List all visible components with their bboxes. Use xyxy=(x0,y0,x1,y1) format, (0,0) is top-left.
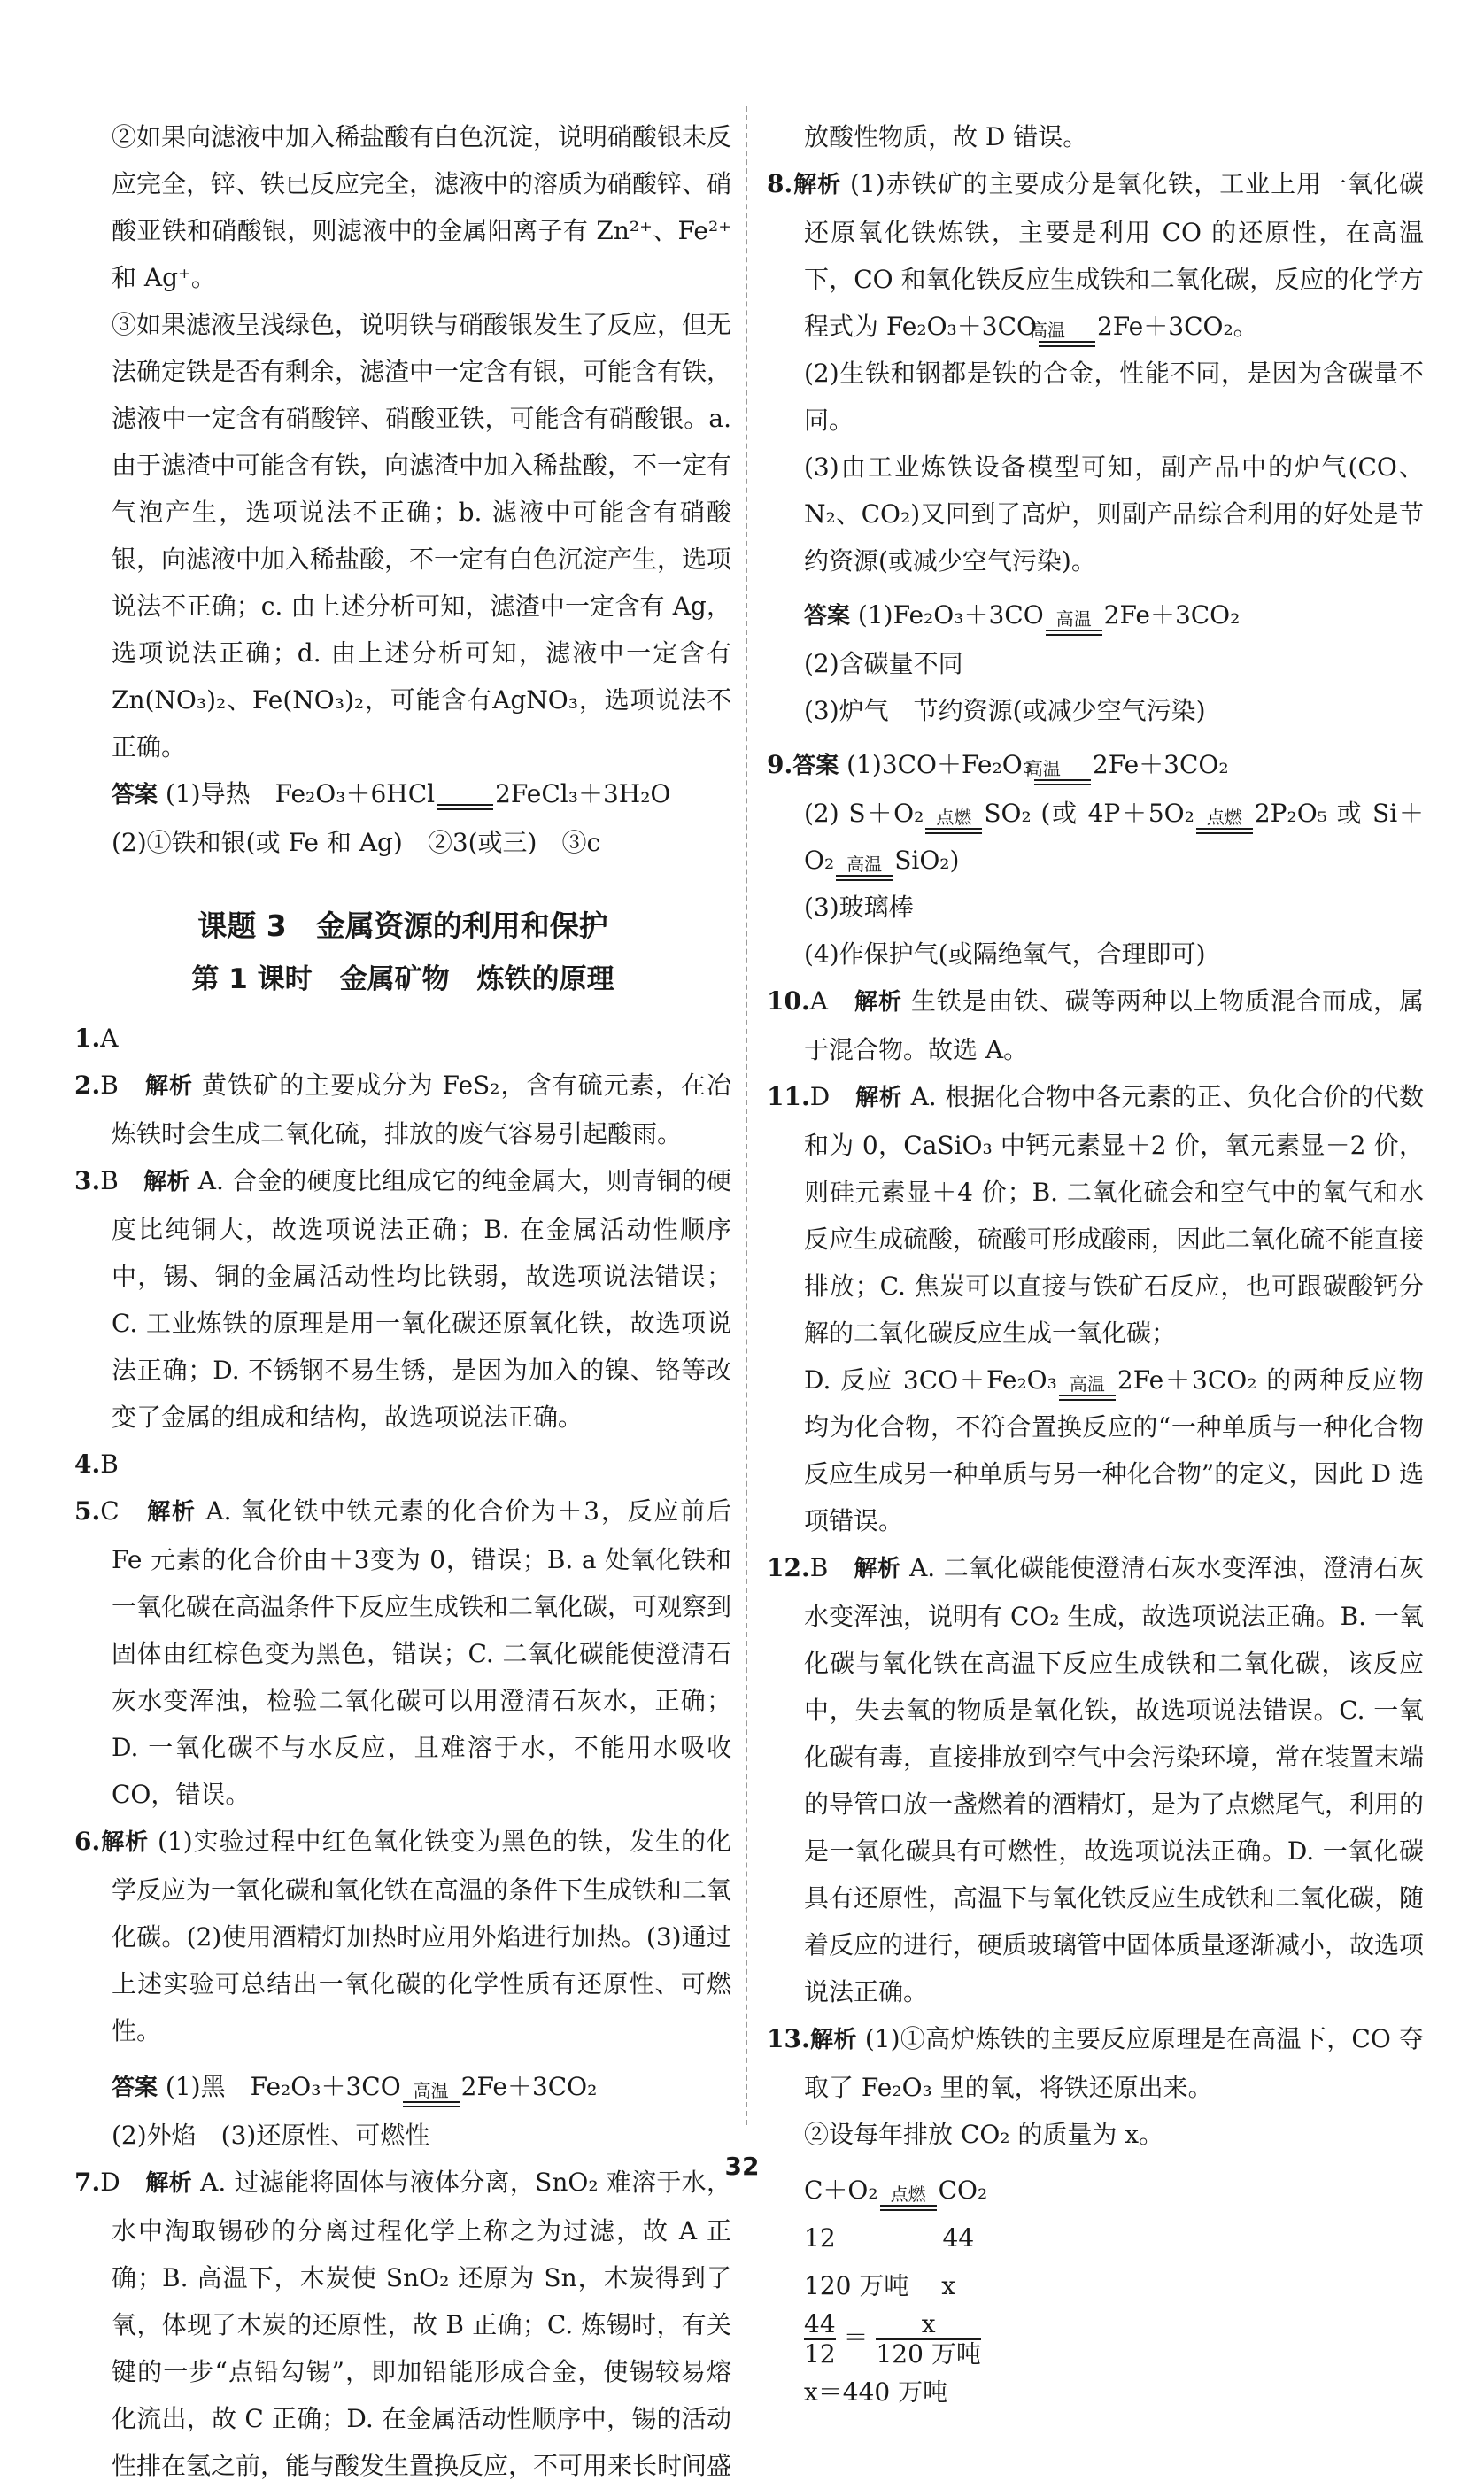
reaction-arrow: 高温 xyxy=(1046,608,1102,636)
question-12: 12.B 解析 A. 二氧化碳能使澄清石灰水变浑浊，澄清石灰水变浑浊，说明有 CO₂ 生成，故选项说法正确。B. 一氧化碳与氧化铁在高温下反应生成铁和二氧化碳，该反应中，失去氧的物质是氧化铁，故选项说法错误。C. 一氧化碳有毒，直接排放到空气中会污染环境，常在装置末端的导管口放一盏燃着的酒精灯，是为了点燃尾气，利用的是一氧化碳具有可燃性，故选项说法正确。D. 一氧化碳具有还原性，高温下与氧化铁反应生成铁和二氧化碳，随着反应的进行，硬质玻璃管中固体质量逐渐减小，故选项说法正确。 xyxy=(767,1553,1425,2006)
fraction: $\frac{44}{12}$ xyxy=(804,2309,836,2369)
fraction: $\frac{x}{\text{120 万吨}}$ xyxy=(876,2309,981,2369)
paragraph: D. 反应 3CO＋Fe₂O₃ 高温 2Fe＋3CO₂ 的两种反应物均为化合物，不符合置换反应的“一种单质与一种化合物反应生成另一种单质与另一种化合物”的定义，因此 D 选项错误。 xyxy=(804,1365,1425,1535)
calc-result: x＝440 万吨 xyxy=(804,2377,948,2407)
column-divider xyxy=(746,106,747,2125)
answer-line: (2)含碳量不同 xyxy=(804,649,963,678)
paragraph: (3)由工业炼铁设备模型可知，副产品中的炉气(CO、N₂、CO₂)又回到了高炉，则副产品综合利用的好处是节约资源(或减少空气污染)。 xyxy=(804,452,1424,576)
answer-line: 答案 (1)黑 Fe₂O₃＋3CO 高温 2Fe＋3CO₂ xyxy=(74,2063,731,2112)
reaction-arrow xyxy=(437,804,493,810)
lesson-title: 第 1 课时 金属矿物 炼铁的原理 xyxy=(191,963,614,995)
answer-line: (3)炉气 节约资源(或减少空气污染) xyxy=(804,696,1206,725)
question-9: 9.答案 (1)3CO＋Fe₂O₃ 高温 2Fe＋3CO₂ xyxy=(767,741,1424,790)
reaction-arrow: 高温 xyxy=(1059,1373,1116,1401)
paragraph: (2)生铁和钢都是铁的合金，性能不同，是因为含碳量不同。 xyxy=(804,359,1424,435)
answer-line: (4)作保护气(或隔绝氧气，合理即可) xyxy=(804,939,1206,969)
calc-mass-line: 12 44 xyxy=(804,2223,975,2253)
answer-line: (3)玻璃棒 xyxy=(804,893,914,922)
reaction-arrow: 点燃 xyxy=(925,807,982,834)
paragraph: ②设每年排放 CO₂ 的质量为 x。 xyxy=(804,2120,1164,2149)
section-title: 课题 3 金属资源的利用和保护 xyxy=(197,908,608,943)
answer-line: (2)①铁和银(或 Fe 和 Ag) ②3(或三) ③c xyxy=(112,828,601,857)
answer-line: (2)外焰 (3)还原性、可燃性 xyxy=(112,2121,430,2150)
reaction-arrow: 高温 xyxy=(1039,320,1095,347)
question-6: 6.解析 (1)实验过程中红色氧化铁变为黑色的铁，发生的化学反应为一氧化碳和氧化铁在高温的条件下生成铁和二氧化碳。(2)使用酒精灯加热时应用外焰进行加热。(3)通过上述实验可总结出一氧化碳的化学性质有还原性、可燃性。 xyxy=(74,1827,732,2045)
calc-proportion: $\frac{44}{12}$ ＝ $\frac{x}{\text{120 万吨}}$ xyxy=(804,2309,981,2369)
question-1: 1.A xyxy=(74,1024,119,1053)
calc-equation: C＋O₂ 点燃 CO₂ xyxy=(804,2167,1424,2215)
calculation-block xyxy=(767,2167,1424,2416)
reaction-arrow: 高温 xyxy=(403,2080,460,2107)
reaction-arrow: 高温 xyxy=(836,854,893,881)
question-2: 2.B 解析 黄铁矿的主要成分为 FeS₂，含有硫元素，在冶炼铁时会生成二氧化硫，排放的废气容易引起酸雨。 xyxy=(74,1071,731,1148)
answer-line: 答案 (1)导热 Fe₂O₃＋6HCl 2FeCl₃＋3H₂O xyxy=(112,779,671,808)
question-7: 7.D 解析 A. 过滤能将固体与液体分离，SnO₂ 难溶于水，水中淘取锡砂的分离过程化学上称之为过滤，故 A 正确；B. 高温下，木炭使 SnO₂ 还原为 Sn，木炭得到了氧，体现了木炭的还原性，故 B 正确；C. 炼锡时，有关键的一步“点铅勾锡”，即加铅能形成合金，使锡较易熔化流出，故 C 正确；D. 在金属活动性顺序中，锡的活动性排在氢之前，能与酸发生置换反应，不可用来长时间盛 xyxy=(74,2168,732,2480)
answer-label: 答案 xyxy=(112,782,158,808)
page-number: 32 xyxy=(724,2152,760,2181)
paragraph: ②如果向滤液中加入稀盐酸有白色沉淀，说明硝酸银未反应完全，锌、铁已反应完全，滤液中的溶质为硝酸锌、硝酸亚铁和硝酸银，则滤液中的金属阳离子有 Zn²⁺、Fe²⁺ 和 Ag⁺。 xyxy=(112,122,732,292)
answer-line: (2) S＋O₂ 点燃 SO₂ (或 4P＋5O₂ 点燃 2P₂O₅ 或 Si＋O₂ 高温 SiO₂) xyxy=(767,790,1424,884)
reaction-arrow: 点燃 xyxy=(880,2184,937,2211)
question-11: 11.D 解析 A. 根据化合物中各元素的正、负化合价的代数和为 0，CaSiO₃ 中钙元素显＋2 价，氧元素显－2 价，则硅元素显＋4 价；B. 二氧化硫会和空气中的氧气和水反应生成硫酸，硫酸可形成酸雨，因此二氧化硫不能直接排放；C. 焦炭可以直接与铁矿石反应，也可跟碳酸钙分解的二氧化碳反应生成一氧化碳； xyxy=(767,1082,1425,1348)
answer-line: 答案 (1)Fe₂O₃＋3CO 高温 2Fe＋3CO₂ xyxy=(767,591,1424,640)
paragraph: ③如果滤液呈浅绿色，说明铁与硝酸银发生了反应，但无法确定铁是否有剩余，滤渣中一定含有银，可能含有铁，滤液中一定含有硝酸锌、硝酸亚铁，可能含有硝酸银。a. 由于滤渣中可能含有铁，向滤渣中加入稀盐酸，不一定有气泡产生，选项说法不正确；b. 滤液中可能含有硝酸银，向滤液中加入稀盐酸，不一定有白色沉淀产生，选项说法不正确；c. 由上述分析可知，滤渣中一定含有 Ag，选项说法正确；d. 由上述分析可知，滤液中一定含有Zn(NO₃)₂、Fe(NO₃)₂，可能含有AgNO₃，选项说法不正确。 xyxy=(112,310,732,761)
question-3: 3.B 解析 A. 合金的硬度比组成它的纯金属大，则青铜的硬度比纯铜大，故选项说法正确；B. 在金属活动性顺序中，锡、铜的金属活动性均比铁弱，故选项说法错误；C. 工业炼铁的原理是用一氧化碳还原氧化铁，故选项说法正确；D. 不锈钢不易生锈，是因为加入的镍、铬等改变了金属的组成和结构，故选项说法正确。 xyxy=(74,1166,731,1432)
question-10: 10.A 解析 生铁是由铁、碳等两种以上物质混合而成，属于混合物。故选 A。 xyxy=(767,986,1424,1064)
paragraph: 放酸性物质，故 D 错误。 xyxy=(804,122,1088,151)
question-8: 8.解析 (1)赤铁矿的主要成分是氧化铁，工业上用一氧化碳还原氧化铁炼铁，主要是利用 CO 的还原性，在高温下，CO 和氧化铁反应生成铁和二氧化碳，反应的化学方程式为 Fe₂O₃＋3CO 高温 2Fe＋3CO₂。 xyxy=(767,160,1424,350)
reaction-arrow: 高温 xyxy=(1034,758,1091,785)
right-column xyxy=(767,113,1424,2416)
question-4: 4.B xyxy=(74,1449,119,1479)
question-5: 5.C 解析 A. 氧化铁中铁元素的化合价为＋3，反应前后 Fe 元素的化合价由＋3变为 0，错误；B. a 处氧化铁和一氧化碳在高温条件下反应生成铁和二氧化碳，可观察到固体由红棕色变为黑色，错误；C. 二氧化碳能使澄清石灰水变浑浊，检验二氧化碳可以用澄清石灰水，正确；D. 一氧化碳不与水反应，且难溶于水，不能用水吸收 CO，错误。 xyxy=(74,1496,732,1809)
left-column xyxy=(74,113,731,2489)
calc-mass-line: 120 万吨 x xyxy=(804,2271,956,2300)
question-13: 13.解析 (1)①高炉炼铁的主要反应原理是在高温下，CO 夺取了 Fe₂O₃ 里的氧，将铁还原出来。 xyxy=(767,2024,1424,2102)
reaction-arrow: 点燃 xyxy=(1196,807,1253,834)
